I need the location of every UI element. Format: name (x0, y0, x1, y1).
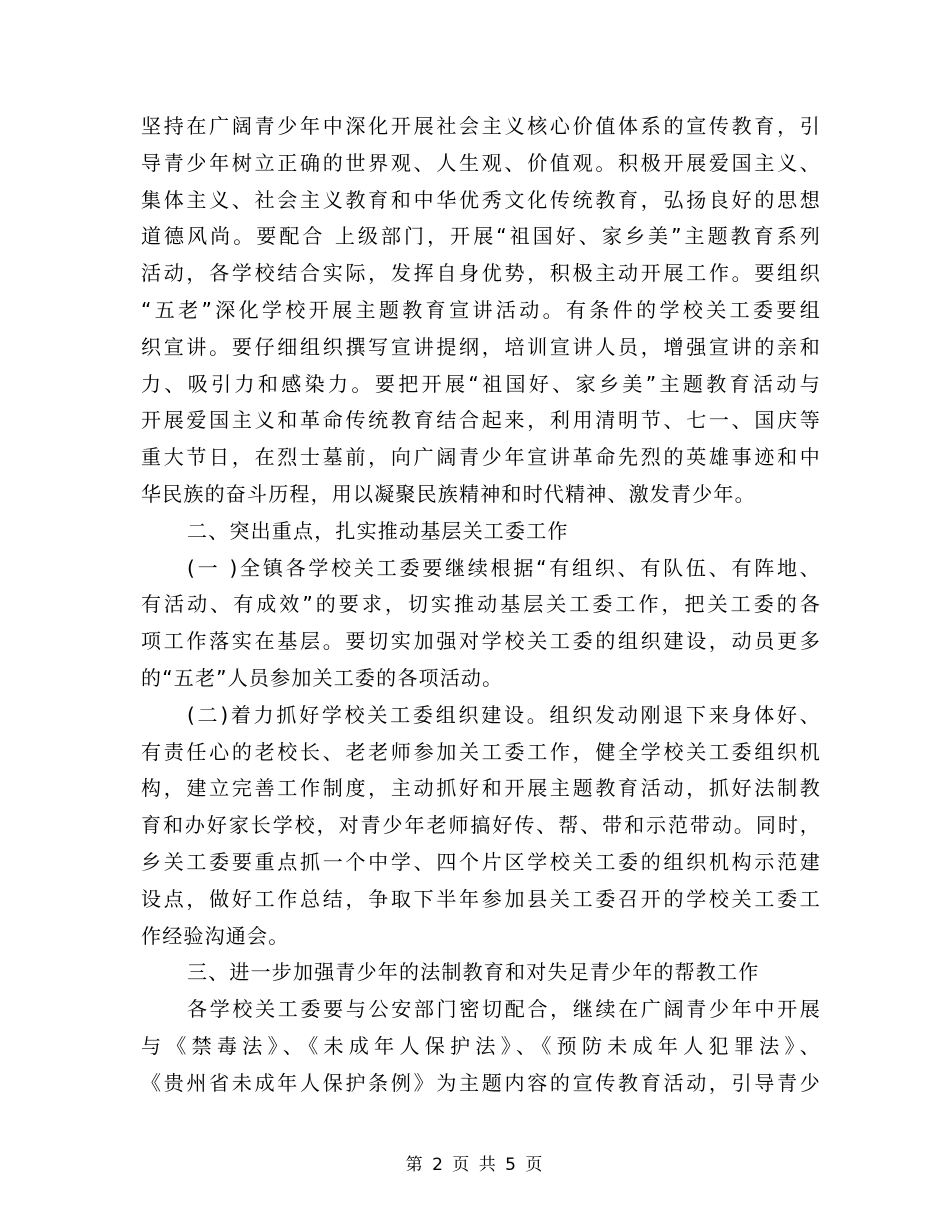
text-line: 织宣讲。要仔细组织撰写宣讲提纲，培训宣讲人员，增强宣讲的亲和 (141, 334, 821, 359)
text-line: 活动，各学校结合实际，发挥自身优势，积极主动开展工作。要组织 (141, 261, 821, 286)
text-line: 有活动、有成效”的要求，切实推动基层关工委工作，把关工委的各 (141, 592, 821, 617)
text-line: 有责任心的老校长、老老师参加关工委工作，健全学校关工委组织机 (141, 739, 821, 764)
document-body (141, 108, 821, 1102)
text-line: 道德风尚。要配合 上级部门，开展“祖国好、家乡美”主题教育系列 (141, 224, 821, 249)
text-line: 开展爱国主义和革命传统教育结合起来，利用清明节、七一、国庆等 (141, 408, 821, 433)
text-line: 设点，做好工作总结，争取下半年参加县关工委召开的学校关工委工 (141, 886, 821, 911)
text-line: (一 )全镇各学校关工委要继续根据“有组织、有队伍、有阵地、 (187, 555, 821, 580)
text-line: 二、突出重点，扎实推动基层关工委工作 (187, 518, 569, 543)
text-line: 各学校关工委要与公安部门密切配合，继续在广阔青少年中开展 (187, 997, 821, 1022)
text-line: 构，建立完善工作制度，主动抓好和开展主题教育活动，抓好法制教 (141, 776, 821, 801)
text-line: 《贵州省未成年人保护条例》为主题内容的宣传教育活动，引导青少 (141, 1070, 821, 1095)
page-footer: 第 2 页 共 5 页 (405, 1155, 545, 1175)
text-line: 坚持在广阔青少年中深化开展社会主义核心价值体系的宣传教育，引 (141, 114, 821, 138)
text-line: 乡关工委要重点抓一个中学、四个片区学校关工委的组织机构示范建 (141, 849, 821, 874)
text-line: 华民族的奋斗历程，用以凝聚民族精神和时代精神、激发青少年。 (141, 481, 756, 506)
text-line: 力、吸引力和感染力。要把开展“祖国好、家乡美”主题教育活动与 (141, 371, 821, 396)
text-line: 项工作落实在基层。要切实加强对学校关工委的组织建设，动员更多 (141, 629, 821, 654)
text-line: 育和办好家长学校，对青少年老师搞好传、帮、带和示范带动。同时， (141, 813, 821, 838)
text-line: 的“五老”人员参加关工委的各项活动。 (141, 665, 504, 690)
text-line: “五老”深化学校开展主题教育宣讲活动。有条件的学校关工委要组 (141, 297, 821, 322)
text-line: 与《禁毒法》、《未成年人保护法》、《预防未成年人犯罪法》、 (141, 1033, 821, 1058)
text-line: 三、进一步加强青少年的法制教育和对失足青少年的帮教工作 (187, 960, 760, 985)
text-line: 集体主义、社会主义教育和中华优秀文化传统教育，弘扬良好的思想 (141, 187, 821, 212)
text-line: 重大节日，在烈士墓前，向广阔青少年宣讲革命先烈的英雄事迹和中 (141, 445, 821, 470)
text-line: (二)着力抓好学校关工委组织建设。组织发动刚退下来身体好、 (187, 702, 821, 727)
text-line: 导青少年树立正确的世界观、人生观、价值观。积极开展爱国主义、 (141, 150, 821, 175)
text-line: 作经验沟通会。 (141, 923, 290, 948)
